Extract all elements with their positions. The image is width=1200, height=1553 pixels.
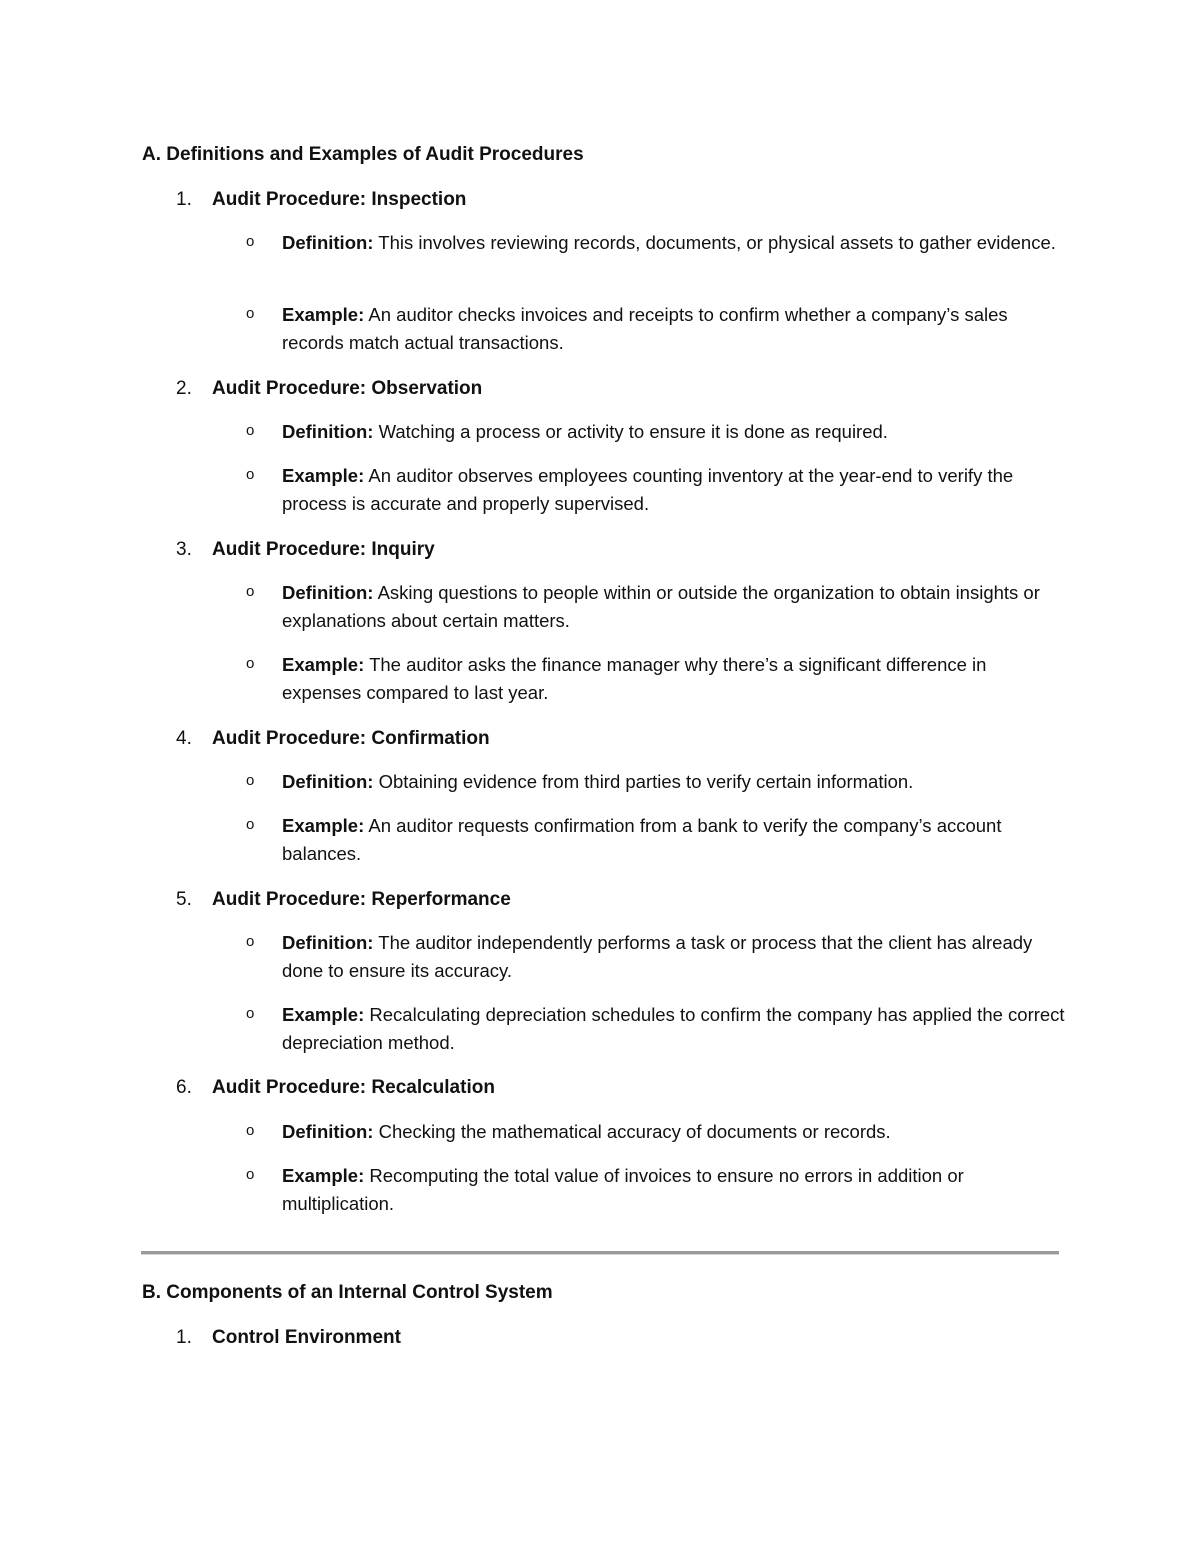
procedure-number: 6. xyxy=(176,1077,192,1098)
example-label: Example: xyxy=(282,465,365,486)
definition-label: Definition: xyxy=(282,582,374,603)
example-item xyxy=(246,1162,1066,1218)
definition-text: Obtaining evidence from third parties to verify certain information. xyxy=(378,771,914,792)
section-divider xyxy=(141,1251,1059,1255)
procedure-title-text: Audit Procedure: Observation xyxy=(212,378,483,399)
component-title-text: Control Environment xyxy=(212,1327,401,1348)
definition-label: Definition: xyxy=(282,1121,374,1142)
definition-text: The auditor independently performs a task or process that the client has already done to ensure its accuracy. xyxy=(282,932,1033,981)
bullet-icon: o xyxy=(246,583,255,600)
bullet-icon: o xyxy=(246,772,255,789)
definition-item xyxy=(246,1118,1066,1146)
procedure-title-text: Audit Procedure: Inspection xyxy=(212,189,467,210)
example-item xyxy=(246,651,1066,707)
component-title xyxy=(176,1326,401,1350)
bullet-icon: o xyxy=(246,1166,255,1183)
example-text: An auditor requests confirmation from a bank to verify the company’s account balances. xyxy=(282,815,1002,864)
example-text: Recalculating depreciation schedules to confirm the company has applied the correct depreciation method. xyxy=(282,1004,1065,1053)
bullet-icon: o xyxy=(246,933,255,950)
definition-label: Definition: xyxy=(282,771,374,792)
definition-text: Watching a process or activity to ensure it is done as required. xyxy=(378,421,888,442)
procedure-title xyxy=(176,1076,495,1100)
definition-item xyxy=(246,768,1066,796)
definition-item xyxy=(246,229,1066,257)
definition-text: Asking questions to people within or outside the organization to obtain insights or explanations about certain matters. xyxy=(282,582,1040,631)
procedure-number: 5. xyxy=(176,889,192,910)
definition-text: This involves reviewing records, documents, or physical assets to gather evidence. xyxy=(378,232,1056,253)
example-label: Example: xyxy=(282,654,365,675)
example-text: The auditor asks the finance manager why there’s a significant difference in expenses compared to last year. xyxy=(282,654,987,703)
example-label: Example: xyxy=(282,1004,365,1025)
definition-item xyxy=(246,579,1066,635)
definition-text: Checking the mathematical accuracy of documents or records. xyxy=(378,1121,891,1142)
example-item xyxy=(246,1001,1066,1057)
bullet-icon: o xyxy=(246,1122,255,1139)
example-item xyxy=(246,301,1066,357)
procedure-number: 1. xyxy=(176,189,192,210)
bullet-icon: o xyxy=(246,1005,255,1022)
example-label: Example: xyxy=(282,815,365,836)
example-label: Example: xyxy=(282,304,365,325)
definition-item xyxy=(246,929,1066,985)
bullet-icon: o xyxy=(246,466,255,483)
example-label: Example: xyxy=(282,1165,365,1186)
procedure-title xyxy=(176,188,466,212)
example-text: An auditor observes employees counting inventory at the year-end to verify the process is accurate and properly supervised. xyxy=(282,465,1014,514)
procedure-title-text: Audit Procedure: Inquiry xyxy=(212,539,435,560)
example-text: Recomputing the total value of invoices to ensure no errors in addition or multiplication. xyxy=(282,1165,964,1214)
component-number: 1. xyxy=(176,1327,192,1348)
bullet-icon: o xyxy=(246,422,255,439)
procedure-title-text: Audit Procedure: Confirmation xyxy=(212,728,490,749)
procedure-number: 3. xyxy=(176,539,192,560)
bullet-icon: o xyxy=(246,816,255,833)
bullet-icon: o xyxy=(246,233,255,250)
procedure-title xyxy=(176,727,490,751)
procedure-number: 4. xyxy=(176,728,192,749)
bullet-icon: o xyxy=(246,655,255,672)
procedure-title xyxy=(176,377,482,401)
section-a-heading: A. Definitions and Examples of Audit Procedures xyxy=(142,144,584,165)
procedure-number: 2. xyxy=(176,378,192,399)
bullet-icon: o xyxy=(246,305,255,322)
definition-item xyxy=(246,418,1066,446)
definition-label: Definition: xyxy=(282,421,374,442)
example-item xyxy=(246,812,1066,868)
procedure-title xyxy=(176,538,435,562)
definition-label: Definition: xyxy=(282,932,374,953)
example-text: An auditor checks invoices and receipts to confirm whether a company’s sales records match actual transactions. xyxy=(282,304,1008,353)
example-item xyxy=(246,462,1066,518)
procedure-title xyxy=(176,888,511,912)
section-b-heading: B. Components of an Internal Control System xyxy=(142,1282,553,1303)
procedure-title-text: Audit Procedure: Recalculation xyxy=(212,1077,495,1098)
procedure-title-text: Audit Procedure: Reperformance xyxy=(212,889,511,910)
definition-label: Definition: xyxy=(282,232,374,253)
